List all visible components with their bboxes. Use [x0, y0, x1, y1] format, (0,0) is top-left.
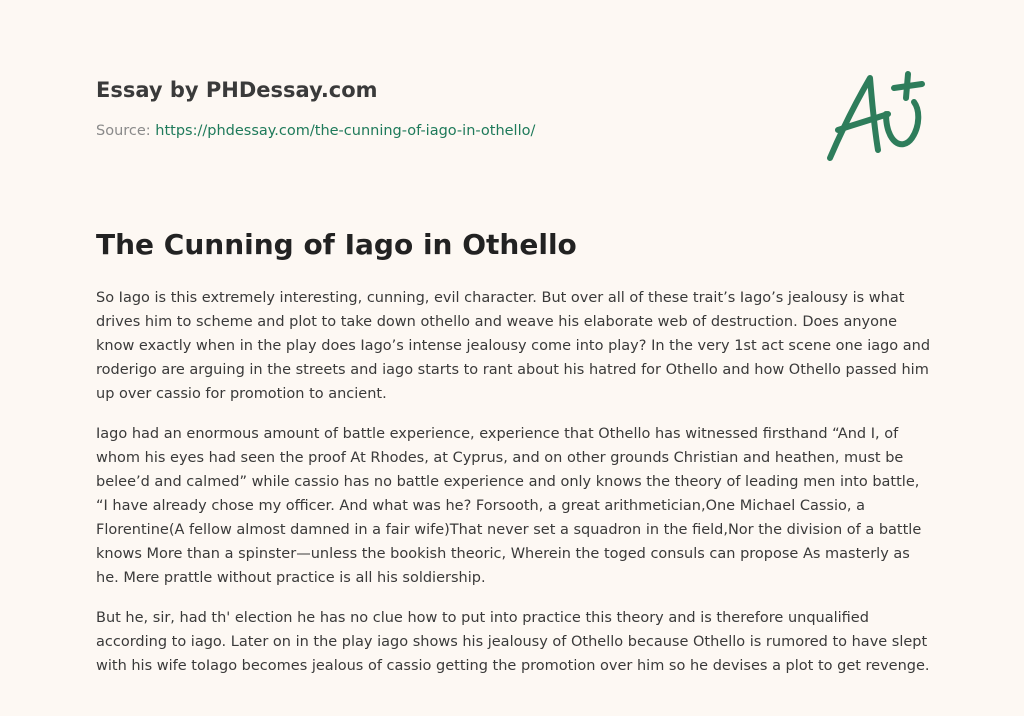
essay-title: The Cunning of Iago in Othello: [96, 228, 577, 261]
source-link[interactable]: https://phdessay.com/the-cunning-of-iago-in-othello/: [155, 123, 536, 139]
essay-header: [96, 76, 796, 141]
essay-paragraph: But he, sir, had th' election he has no clue how to put into practice this theory and is therefore unqualified according to iago. Later on in the play iago shows his jealousy of Othello because Othello is rumored to have slept with his wife toIago becomes jealous of cassio getting the promotion over him so he devises a plot to get revenge.: [96, 610, 930, 674]
essay-paragraph: Iago had an enormous amount of battle experience, experience that Othello has witnessed firsthand “And I, of whom his eyes had seen the proof At Rhodes, at Cyprus, and on other grounds Christian and heathen, must be belee’d and calmed” while cassio has no battle experience and only knows the theory of leading men into battle, “I have already chose my officer. And what was he? Forsooth, a great arithmetician,One Michael Cassio, a Florentine(A fellow almost damned in a fair wife)That never set a squadron in the field,Nor the division of a battle knows More than a spinster—unless the bookish theoric, Wherein the toged consuls can propose As masterly as he. Mere prattle without practice is all his soldiership.: [96, 426, 922, 586]
brand-title: Essay by PHDessay.com: [96, 78, 378, 102]
source-line: [96, 121, 796, 141]
essay-body: [96, 286, 932, 694]
a-plus-logo-icon: [822, 68, 928, 164]
essay-paragraph: So Iago is this extremely interesting, cunning, evil character. But over all of these trait’s Iago’s jealousy is what drives him to scheme and plot to take down othello and weave his elaborate web of destruction. Does anyone know exactly when in the play does Iago’s intense jealousy come into play? In the very 1st act scene one iago and roderigo are arguing in the streets and iago starts to rant about his hatred for Othello and how Othello passed him up over cassio for promotion to ancient.: [96, 290, 931, 402]
source-label: Source:: [96, 123, 151, 139]
